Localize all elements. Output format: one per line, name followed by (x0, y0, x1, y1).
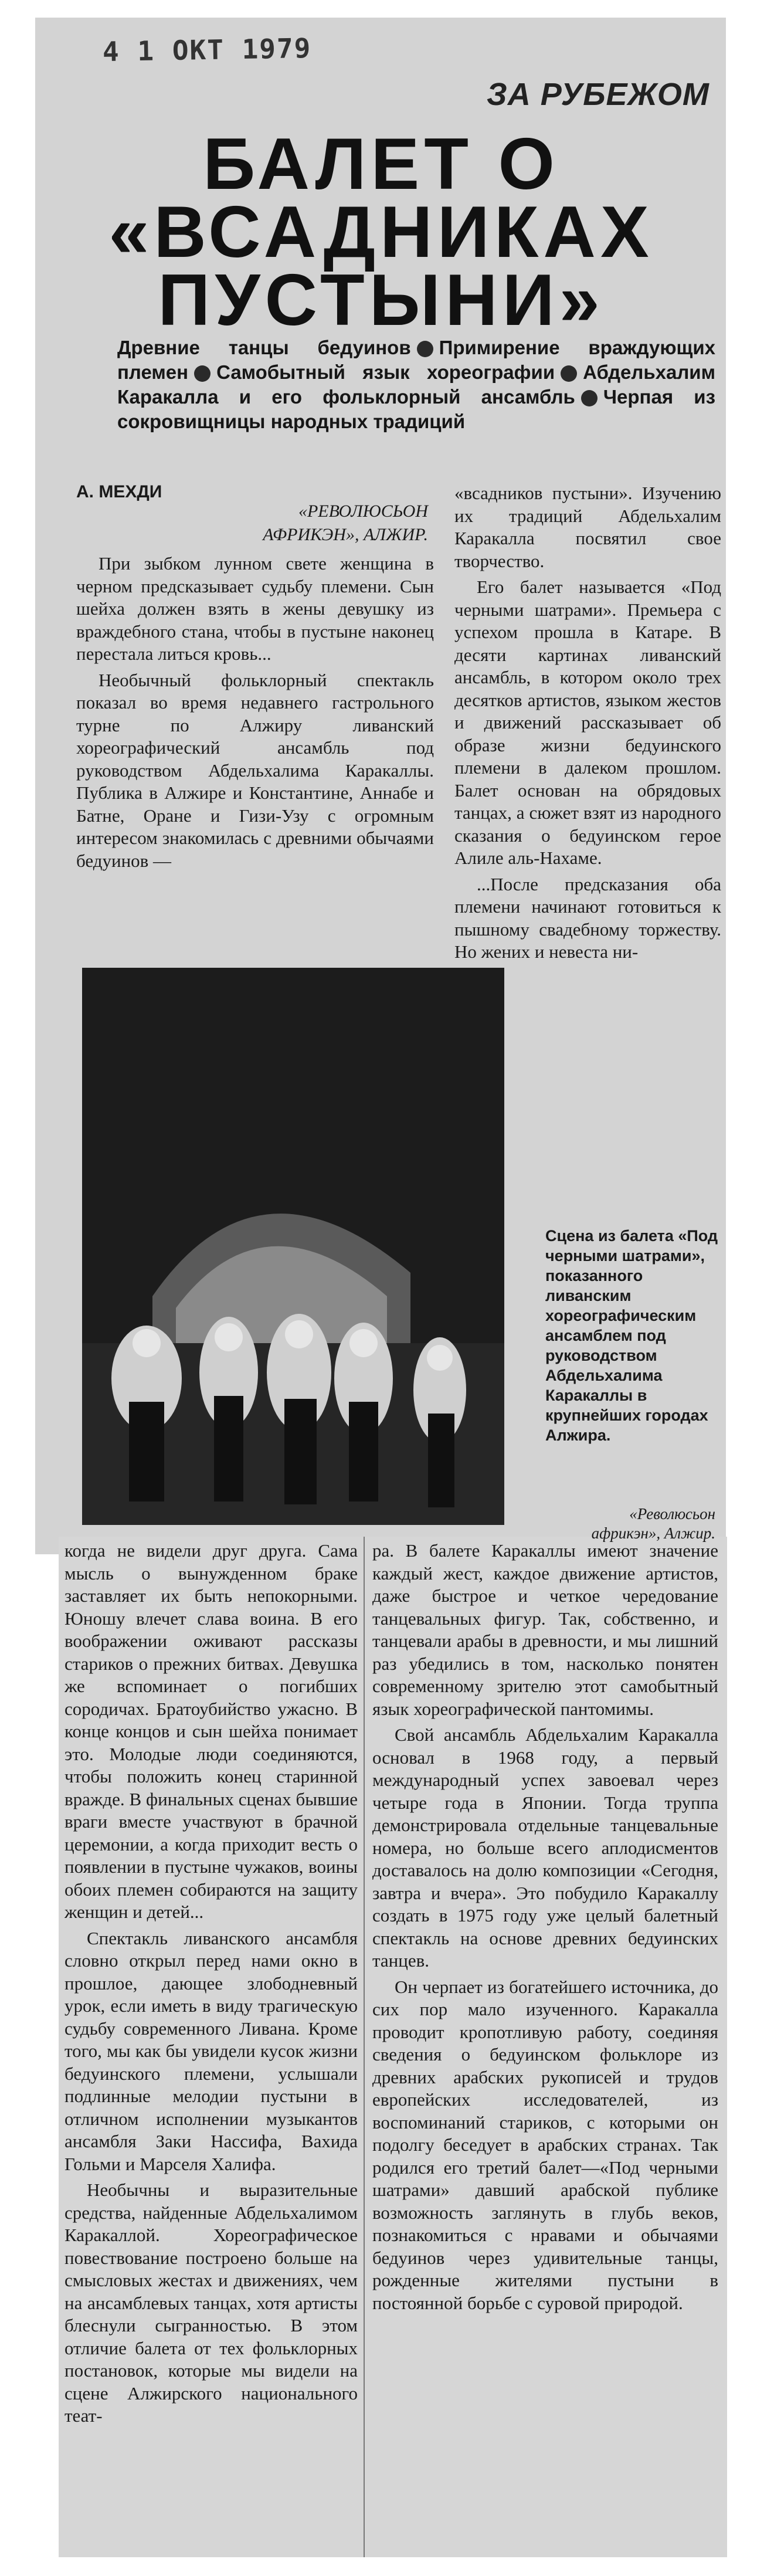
bullet-icon (417, 341, 433, 357)
column-1 (76, 553, 434, 876)
ballet-photo (82, 968, 504, 1525)
article-title: БАЛЕТ О «ВСАДНИКАХ ПУСТЫНИ» (108, 124, 654, 341)
photo-caption: Сцена из балета «Под черными шатрами», показанного ливанским хореографическим ансамблем под руководством Абдельхалима Каракаллы в крупнейших городах Алжира. (545, 1227, 718, 1444)
paragraph: ...После предсказания оба племени начинают готовиться к пышному свадебному торжеству. Но жених и невеста ни- (454, 873, 721, 962)
paragraph: Он черпает из богатейшего источника, до сих пор мало изученного. Каракалла проводит кропотливую работу, соединяя сведения о бедуинском фольклоре из древних арабских рукописей и трудов европейских исследователей, из воспоминаний стариков, с которыми он подолгу беседует в арабских странах. Так родился его третий балет—«Под черными шатрами» давший арабской публике возможность заглянуть в глубь веков, познакомиться с нравами и обычаями бедуинов через удивительные танцы, рожденные жителями пустыни в постоянной борьбе с суровой природой. (372, 1976, 718, 2313)
paragraph: Спектакль ливанского ансамбля словно открыл перед нами окно в прошлое, дающее злободневный урок, если иметь в виду трагическую судьбу современного Ливана. Кроме того, мы как бы увидели кусок жизни бедуинского племени, услышали подлинные мелодии пустыни в отличном исполнении музыкантов ансамбля Заки Нассифа, Вахида Гольми и Марселя Халифа. (64, 1927, 358, 2174)
lead-item: Абдельхалим Каракалла и его фольклорный ансамбль (117, 361, 715, 408)
paragraph: «всадников пустыни». Изучению их традиций Абдельхалим Каракалла посвятил свое творчество. (454, 483, 721, 571)
date-stamp: 4 1 ОКТ 1979 (102, 32, 312, 68)
paragraph: Необычны и выразительные средства, найденные Абдельхалимом Каракаллой. Хореографическое повествование построено больше на смысловых жестах и движениях, чем на ансамблевых танцах, хотя артисты блеснули сыгранностью. В этом отличие балета от тех фольклорных постановок, которые мы видели на сцене Алжирского национального теат- (64, 2180, 358, 2426)
rubric-label: ЗА РУБЕЖОМ (487, 77, 709, 112)
photo-credit: «Революсьон африкэн», Алжир. (591, 1505, 715, 1542)
paragraph: когда не видели друг друга. Сама мысль о вынужденном браке заставляет их быть непокорными. Юношу влечет слава воина. В его воображении оживают рассказы стариков о прежних битвах. Девушка же вспоминает о погибших сородичах. Братоубийство ужасно. В конце концов и сын шейха понимает это. Молодые люди соединяются, чтобы положить конец старинной вражде. В финальных сценах бывшие враги вместе участвуют в брачной церемонии, а когда приходит весть о появлении в пустыне чужаков, воины обоих племен собираются на защиту женщин и детей... (64, 1540, 358, 1922)
column-divider (364, 1537, 365, 2557)
author-name: А. МЕХДИ (76, 482, 162, 501)
lead-item: Черпая из сокровищницы народных традиций (117, 386, 715, 432)
column-4 (372, 1540, 718, 2318)
bullet-icon (194, 365, 211, 382)
paragraph: ра. В балете Каракаллы имеют значение каждый жест, каждое движение артистов, даже быстрое и четкое чередование танцевальных фигур. Так, собственно, и танцевали арабы в древности, и мы лишний раз убедились в том, насколько понятен современному зрителю этот самобытный язык хореографической пантомимы. (372, 1540, 718, 1719)
column-3 (64, 1540, 358, 2431)
lead-item: Примирение враждующих племен (117, 337, 715, 383)
paragraph: При зыбком лунном свете женщина в черном предсказывает судьбу племени. Сын шейха должен взять в жены девушку из враждебного стана, чтобы в пустыне наконец перестала литься кровь... (76, 553, 434, 664)
bullet-icon (561, 365, 577, 382)
paragraph: Необычный фольклорный спектакль показал во время недавнего гастрольного турне по Алжиру ливанский хореографический ансамбль под руководством Абдельхалима Каракаллы. Публика в Алжире и Константине, Аннабе и Батне, Оране и Гизи-Узу с огромным интересом знакомилась с древними обычаями бедуинов — (76, 669, 434, 871)
source-line: «РЕВОЛЮСЬОН АФРИКЭН», АЛЖИР. (263, 501, 428, 544)
paragraph: Его балет называется «Под черными шатрами». Премьера с успехом прошла в Катаре. В десяти картинах ливанский ансамбль, в котором около трех десятков артистов, языком жестов и движений рассказывает об образе жизни бедуинского племени в далеком прошлом. Балет основан на обрядовых танцах, а сюжет взят из народного сказания о бедуинском герое Алиле аль-Нахаме. (454, 577, 721, 868)
lead-item: Самобытный язык хореографии (216, 361, 555, 383)
paragraph: Свой ансамбль Абдельхалим Каракалла основал в 1968 году, а первый международный успех завоевал через четыре года в Японии. Тогда труппа демонстрировала отдельные танцевальные номера, но больше всего аплодисментов доставалось на долю композиции «Сегодня, завтра и вчера». Это побудило Каракаллу создать в 1975 году уже целый балетный спектакль на основе древних бедуинских танцев. (372, 1724, 718, 1971)
lead-item: Древние танцы бедуинов (117, 337, 411, 358)
lead-summary (117, 335, 715, 434)
column-2 (454, 482, 721, 967)
bullet-icon (581, 390, 598, 406)
